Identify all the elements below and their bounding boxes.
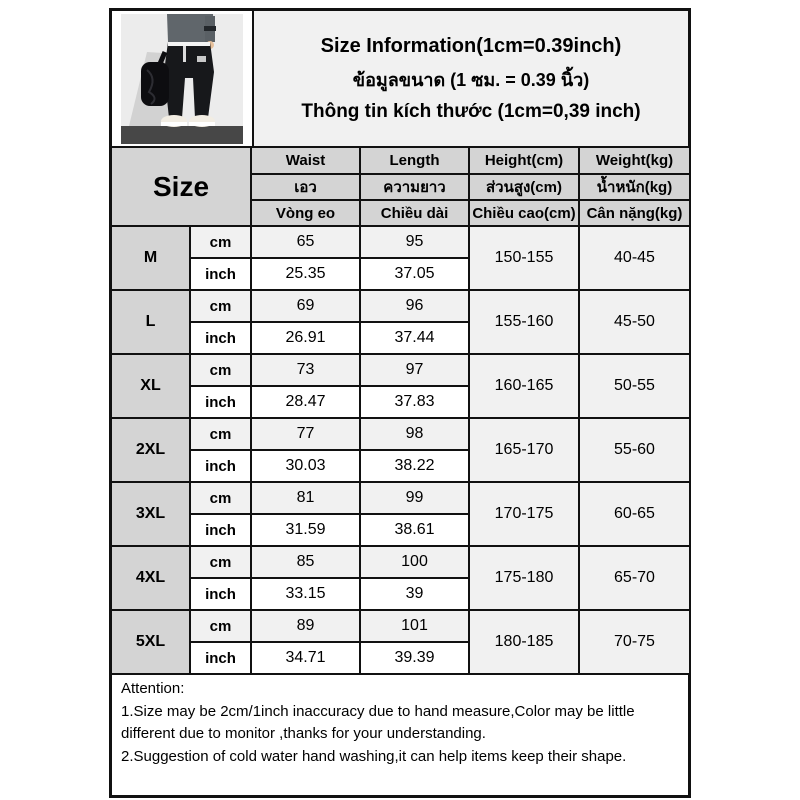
unit-cell-inch: inch — [190, 514, 251, 546]
length-inch-value: 39.39 — [360, 642, 469, 674]
size-cell: M — [112, 226, 190, 290]
column-header-weight-en: Weight(kg) — [579, 148, 689, 174]
length-inch-value: 39 — [360, 578, 469, 610]
waist-inch-value: 31.59 — [251, 514, 360, 546]
unit-cell-cm: cm — [190, 418, 251, 450]
height-range: 180-185 — [469, 610, 579, 674]
column-header-length-th: ความยาว — [360, 174, 469, 200]
weight-range: 50-55 — [579, 354, 689, 418]
header-section — [112, 11, 688, 148]
length-cm-value: 98 — [360, 418, 469, 450]
weight-range: 55-60 — [579, 418, 689, 482]
attention-section — [112, 675, 688, 795]
waist-inch-value: 34.71 — [251, 642, 360, 674]
unit-cell-cm: cm — [190, 290, 251, 322]
length-inch-value: 37.05 — [360, 258, 469, 290]
size-cell: 4XL — [112, 546, 190, 610]
column-header-height-vi: Chiều cao(cm) — [469, 200, 579, 226]
attention-heading: Attention: — [121, 680, 185, 697]
unit-cell-cm: cm — [190, 226, 251, 258]
column-header-height-en: Height(cm) — [469, 148, 579, 174]
weight-range: 45-50 — [579, 290, 689, 354]
length-inch-value: 38.22 — [360, 450, 469, 482]
size-cell: L — [112, 290, 190, 354]
length-cm-value: 100 — [360, 546, 469, 578]
size-cell: 5XL — [112, 610, 190, 674]
waist-inch-value: 28.47 — [251, 386, 360, 418]
column-header-weight-th: น้ำหนัก(kg) — [579, 174, 689, 200]
waist-cm-value: 85 — [251, 546, 360, 578]
waist-cm-value: 73 — [251, 354, 360, 386]
unit-cell-inch: inch — [190, 450, 251, 482]
weight-range: 70-75 — [579, 610, 689, 674]
height-range: 170-175 — [469, 482, 579, 546]
attention-item: 1.Size may be 2cm/1inch inaccuracy due to hand measure,Color may be little different due to monitor ,thanks for your understanding. — [121, 702, 635, 742]
waist-cm-value: 69 — [251, 290, 360, 322]
unit-cell-inch: inch — [190, 258, 251, 290]
waist-cm-value: 77 — [251, 418, 360, 450]
height-range: 160-165 — [469, 354, 579, 418]
column-header-weight-vi: Cân nặng(kg) — [579, 200, 689, 226]
unit-cell-cm: cm — [190, 546, 251, 578]
title-vietnamese: Thông tin kích thước (1cm=0,39 inch) — [301, 100, 641, 122]
size-column-header: Size — [112, 148, 251, 226]
length-cm-value: 101 — [360, 610, 469, 642]
height-range: 155-160 — [469, 290, 579, 354]
size-cell: 3XL — [112, 482, 190, 546]
weight-range: 40-45 — [579, 226, 689, 290]
title-thai: ข้อมูลขนาด (1 ซม. = 0.39 นิ้ว) — [352, 69, 590, 90]
unit-cell-inch: inch — [190, 642, 251, 674]
length-cm-value: 99 — [360, 482, 469, 514]
title-english: Size Information(1cm=0.39inch) — [320, 34, 622, 57]
length-inch-value: 38.61 — [360, 514, 469, 546]
size-cell: 2XL — [112, 418, 190, 482]
waist-cm-value: 81 — [251, 482, 360, 514]
waist-inch-value: 25.35 — [251, 258, 360, 290]
unit-cell-cm: cm — [190, 354, 251, 386]
model-photo-cell — [112, 11, 254, 146]
length-cm-value: 97 — [360, 354, 469, 386]
column-header-length-en: Length — [360, 148, 469, 174]
title-block — [254, 11, 688, 146]
size-chart-sheet — [109, 8, 691, 798]
waist-cm-value: 89 — [251, 610, 360, 642]
height-range: 150-155 — [469, 226, 579, 290]
waist-inch-value: 30.03 — [251, 450, 360, 482]
unit-cell-cm: cm — [190, 482, 251, 514]
column-header-waist-th: เอว — [251, 174, 360, 200]
unit-cell-inch: inch — [190, 578, 251, 610]
weight-range: 65-70 — [579, 546, 689, 610]
model-photo — [121, 14, 243, 144]
attention-item: 2.Suggestion of cold water hand washing,it can help items keep their shape. — [121, 747, 627, 765]
column-header-waist-vi: Vòng eo — [251, 200, 360, 226]
unit-cell-inch: inch — [190, 322, 251, 354]
size-cell: XL — [112, 354, 190, 418]
waist-inch-value: 26.91 — [251, 322, 360, 354]
column-header-height-th: ส่วนสูง(cm) — [469, 174, 579, 200]
unit-cell-inch: inch — [190, 386, 251, 418]
unit-cell-cm: cm — [190, 610, 251, 642]
waist-inch-value: 33.15 — [251, 578, 360, 610]
column-header-length-vi: Chiều dài — [360, 200, 469, 226]
length-inch-value: 37.83 — [360, 386, 469, 418]
length-cm-value: 95 — [360, 226, 469, 258]
column-header-waist-en: Waist — [251, 148, 360, 174]
waist-cm-value: 65 — [251, 226, 360, 258]
height-range: 175-180 — [469, 546, 579, 610]
height-range: 165-170 — [469, 418, 579, 482]
length-cm-value: 96 — [360, 290, 469, 322]
weight-range: 60-65 — [579, 482, 689, 546]
length-inch-value: 37.44 — [360, 322, 469, 354]
size-table — [112, 148, 689, 675]
